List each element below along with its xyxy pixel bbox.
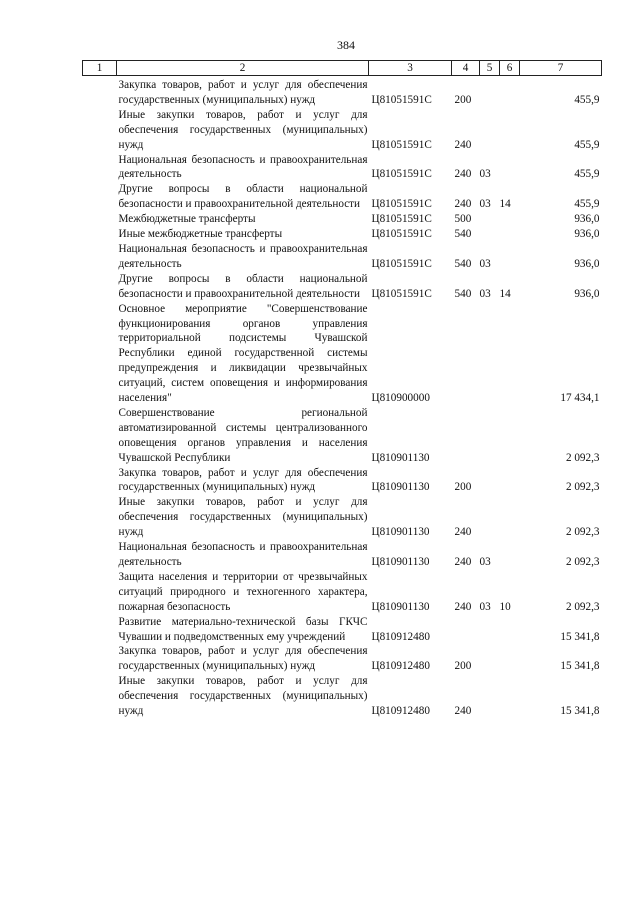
cell-subsection: 14 [499,198,511,211]
cell-section [480,644,500,674]
cell-section [480,302,500,406]
cell-amount: 455,9 [574,138,600,151]
table-row [83,76,602,108]
cell-amount: 936,0 [574,287,600,300]
cell-description: Закупка товаров, работ и услуг для обеспечения государственных (муниципальных) нужд [118,645,368,673]
cell-expense-type: 240 [454,600,472,613]
cell-expense-type: 500 [454,213,472,226]
column-header: 2 [117,61,369,76]
cell-target-code: Ц810912480 [371,705,430,718]
cell-description: Иные закупки товаров, работ и услуг для обеспечения государственных (муниципальных) нужд [118,675,368,718]
cell-subsection [500,227,520,242]
cell-expense-type: 540 [454,257,472,270]
cell-target-code: Ц810901130 [371,556,430,568]
cell-subsection [500,153,520,183]
cell-description: Национальная безопасность и правоохранительная деятельность [118,242,368,270]
cell-target-code: Ц810901130 [371,526,430,539]
column-header: 6 [500,61,520,76]
page-number: 384 [337,38,355,52]
cell-section: 03 [479,198,491,211]
budget-table [82,60,602,719]
table-row [83,302,602,406]
cell-number [83,108,117,153]
table-row [83,540,602,570]
cell-amount: 455,9 [574,168,600,181]
cell-description: Развитие материально-технической базы ГКЧС Чувашии и подведомственных ему учреждений [118,615,368,643]
cell-number [83,570,117,615]
cell-number [83,540,117,570]
cell-subsection [500,644,520,674]
cell-subsection [500,76,520,108]
cell-number [83,466,117,496]
cell-amount: 455,9 [574,93,600,106]
table-row [83,212,602,227]
cell-description: Иные закупки товаров, работ и услуг для обеспечения государственных (муниципальных) нужд [118,108,368,151]
cell-subsection: 10 [499,600,511,613]
cell-amount: 15 341,8 [560,630,600,643]
table-row [83,406,602,466]
cell-description: Другие вопросы в области национальной безопасности и правоохранительной деятельности [118,183,368,211]
cell-amount: 455,9 [574,198,600,211]
cell-amount: 2 092,3 [565,481,600,494]
cell-expense-type: 240 [454,138,472,151]
cell-description: Иные межбюджетные трансферты [118,228,283,241]
cell-number [83,153,117,183]
cell-number [83,227,117,242]
cell-subsection: 14 [499,287,511,300]
cell-subsection [500,540,520,570]
cell-subsection [500,242,520,272]
table-row [83,495,602,540]
cell-description: Иные закупки товаров, работ и услуг для обеспечения государственных (муниципальных) нужд [118,496,368,539]
cell-expense-type: 240 [454,198,472,211]
cell-subsection [500,302,520,406]
cell-target-code: Ц810901130 [371,600,430,613]
cell-number [83,242,117,272]
cell-description: Закупка товаров, работ и услуг для обеспечения государственных (муниципальных) нужд [118,79,368,106]
cell-number [83,615,117,645]
cell-target-code: Ц81051591С [371,228,432,241]
cell-expense-type: 200 [454,660,472,673]
cell-amount: 15 341,8 [560,660,600,673]
cell-amount: 2 092,3 [565,556,600,568]
cell-target-code: Ц810901130 [371,481,430,494]
cell-description: Межбюджетные трансферты [118,213,256,226]
cell-description: Защита населения и территории от чрезвычайных ситуаций природного и техногенного характера, пожарная безопасность [118,570,368,613]
cell-target-code: Ц810912480 [371,630,430,643]
cell-section [480,76,500,108]
cell-amount: 2 092,3 [565,451,600,464]
table-row [83,242,602,272]
cell-description: Национальная безопасность и правоохранительная деятельность [118,541,368,568]
table-row [83,227,602,242]
cell-expense-type: 240 [454,526,472,539]
table-row [83,570,602,615]
table-row [83,153,602,183]
cell-amount: 936,0 [574,228,600,241]
cell-target-code: Ц81051591С [371,138,432,151]
table-row [83,272,602,302]
cell-section: 03 [479,257,491,270]
cell-description: Основное мероприятие "Совершенствование функционирования органов управления территориальной подсистемы Чувашской Республики единой государственной системы предупреждения и ликвидации чрезвычайных ситуаций, систем оповещения и информирования населения" [118,302,368,405]
cell-number [83,212,117,227]
cell-amount: 936,0 [574,257,600,270]
cell-subsection [500,212,520,227]
table-row [83,644,602,674]
table-row [83,182,602,212]
cell-target-code: Ц81051591С [371,213,432,226]
table-header-row [83,61,602,76]
cell-description: Закупка товаров, работ и услуг для обеспечения государственных (муниципальных) нужд [118,466,368,494]
cell-section [480,466,500,496]
cell-section [480,615,500,645]
cell-expense-type: 200 [454,93,472,106]
cell-subsection [500,615,520,645]
cell-expense-type: 240 [454,168,472,181]
cell-section: 03 [479,556,491,568]
cell-section [480,212,500,227]
cell-expense-type: 200 [454,481,472,494]
cell-target-code: Ц81051591С [371,287,432,300]
cell-subsection [500,466,520,496]
cell-target-code: Ц810912480 [371,660,430,673]
cell-expense-type: 240 [454,556,472,568]
cell-subsection [500,406,520,466]
cell-number [83,644,117,674]
cell-amount: 2 092,3 [565,526,600,539]
cell-section [480,108,500,153]
cell-expense-type [452,406,480,466]
cell-number [83,674,117,719]
cell-number [83,182,117,212]
column-header: 4 [452,61,480,76]
cell-target-code: Ц810901130 [371,451,430,464]
cell-description: Национальная безопасность и правоохранительная деятельность [118,153,368,181]
cell-target-code: Ц81051591С [371,93,432,106]
cell-expense-type: 540 [454,228,472,241]
cell-expense-type: 240 [454,705,472,718]
cell-section [480,406,500,466]
cell-description: Совершенствование региональной автоматизированной системы централизованного оповещения органов управления и населения Чувашской Республики [118,406,368,464]
table-row [83,674,602,719]
cell-amount: 17 434,1 [560,392,600,405]
cell-expense-type: 540 [454,287,472,300]
cell-section: 03 [479,600,491,613]
cell-subsection [500,495,520,540]
cell-subsection [500,674,520,719]
cell-target-code: Ц81051591С [371,168,432,181]
cell-section [480,227,500,242]
cell-number [83,495,117,540]
column-header: 7 [520,61,602,76]
cell-expense-type [452,615,480,645]
cell-section: 03 [479,168,491,181]
cell-subsection [500,108,520,153]
cell-section: 03 [479,287,491,300]
cell-number [83,302,117,406]
cell-amount: 936,0 [574,213,600,226]
cell-target-code: Ц810900000 [371,392,430,405]
cell-section [480,495,500,540]
table-body [83,76,602,719]
cell-section [480,674,500,719]
table-row [83,615,602,645]
column-header: 1 [83,61,117,76]
table-row [83,108,602,153]
cell-expense-type [452,302,480,406]
column-header: 3 [369,61,452,76]
column-header: 5 [480,61,500,76]
cell-number [83,406,117,466]
table-row [83,466,602,496]
cell-target-code: Ц81051591С [371,257,432,270]
cell-number [83,272,117,302]
cell-number [83,76,117,108]
cell-description: Другие вопросы в области национальной безопасности и правоохранительной деятельности [118,272,368,300]
cell-amount: 2 092,3 [565,600,600,613]
cell-amount: 15 341,8 [560,705,600,718]
cell-target-code: Ц81051591С [371,198,432,211]
